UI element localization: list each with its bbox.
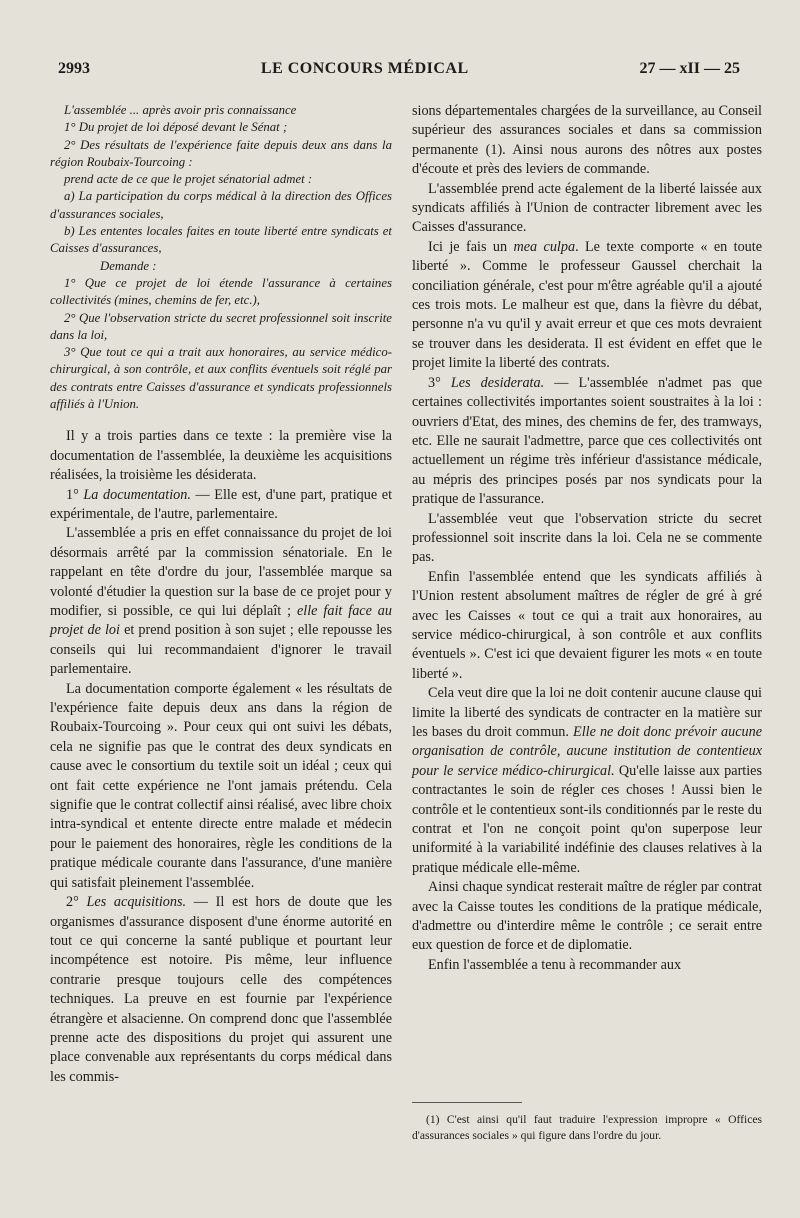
paragraph <box>50 524 392 679</box>
paragraph: sions départementales chargées de la surveillance, au Conseil supérieur des assurances sociales et dans sa commission permanente (1). Ainsi nous aurons des nôtres aux postes d'écoute et près des leviers de commande. <box>412 103 762 178</box>
quote-line: Demande : <box>100 258 157 273</box>
issue-date: 27 — xII — 25 <box>639 60 740 77</box>
paragraph <box>412 684 762 878</box>
paragraph-text: Ici je fais un <box>428 238 514 255</box>
paragraph <box>50 893 392 1087</box>
journal-title: LE CONCOURS MÉDICAL <box>260 60 469 77</box>
section-title: La documentation. <box>83 486 191 503</box>
quote-line: 1° Du projet de loi déposé devant le Sénat ; <box>64 120 288 135</box>
quote-line: 2° Des résultats de l'expérience faite depuis deux ans dans la région Roubaix-Tourcoing : <box>50 137 392 169</box>
paragraph-text: — Elle est, d'une part, pratique et expérimentale, de l'autre, parlementaire. <box>50 486 393 522</box>
resolution-quote <box>50 102 392 413</box>
section-number: 1° <box>66 486 79 503</box>
section-number: 2° <box>66 894 79 911</box>
page-number: 2993 <box>58 60 90 77</box>
quote-line: a) La participation du corps médical à la direction des Offices d'assurances sociales, <box>50 189 392 221</box>
right-column <box>412 102 762 975</box>
paragraph: Enfin l'assemblée entend que les syndicats affiliés à l'Union restent absolument maîtres de régler de gré à gré avec les Caisses « tout ce qui a trait aux honoraires, au service médico-chirurgical, à son contrôle et aux conflits éventuels ». C'est ici que devaient figurer les mots « en toute liberté ». <box>412 568 762 682</box>
paragraph: Enfin l'assemblée a tenu à recommander aux <box>428 956 682 973</box>
paragraph <box>50 486 392 525</box>
quote-line: L'assemblée ... après avoir pris connaissance <box>64 103 297 117</box>
footnote-text: (1) C'est ainsi qu'il faut traduire l'expression impropre « Offices d'assurances sociales » qui figure dans l'ordre du jour. <box>412 1113 762 1142</box>
paragraph <box>412 374 762 510</box>
paragraph-emphasis: elle fait face au projet de loi <box>50 603 392 639</box>
paragraph-text: . Le texte comporte « en toute liberté ». Comme le professeur Gaussel cherchait la conciliation générale, c'est pour m'être agréable qu'il a ajouté ces trois mots. Le malheur est que, dans la fièvre du débat, personne n'a vu qu'il y avait erreur et que ces mots devraient se trouver dans les desiderata. Il est évident en effet que le projet limite la liberté des contrats. <box>412 238 762 372</box>
paragraph: Ainsi chaque syndicat resterait maître de régler par contrat avec la Caisse toutes les conditions de la pratique médicale, d'admettre ou d'interdire même le contrôle ; ce serait entre eux question de force et de diplomatie. <box>412 879 762 954</box>
paragraph: Il y a trois parties dans ce texte : la première vise la documentation de l'assemblée, la deuxième les acquisitions réalisées, la troisième les désiderata. <box>50 428 392 484</box>
left-column <box>50 102 392 1087</box>
quote-line: 3° Que tout ce qui a trait aux honoraires, au service médico-chirurgical, à son contrôle, et aux conflits éventuels soit réglé par des contrats entre Caisses d'assurance et syndicats professionnels affiliés à l'Union. <box>50 345 392 412</box>
paragraph: L'assemblée prend acte également de la liberté laissée aux syndicats affiliés à l'Union de contracter librement avec les Caisses d'assurance. <box>412 180 762 236</box>
running-header <box>58 60 740 78</box>
paragraph-emphasis: mea culpa <box>513 238 576 255</box>
footnote <box>412 1112 762 1143</box>
quote-line: b) Les ententes locales faites en toute liberté entre syndicats et Caisses d'assurances, <box>50 224 392 256</box>
section-number: 3° <box>428 374 441 391</box>
quote-line: prend acte de ce que le projet sénatorial admet : <box>64 172 313 187</box>
paragraph-emphasis: Elle ne doit donc prévoir aucune organisation de contrôle, aucune institution de contentieux pour le service médico-chirurgical. <box>412 724 763 779</box>
paragraph: L'assemblée veut que l'observation stricte du secret professionnel soit inscrite dans la loi. Cela ne se commente pas. <box>412 510 762 566</box>
paragraph-text: et prend position à son sujet ; elle repousse les conseils qui lui recommandaient d'ignorer le travail parlementaire. <box>50 622 393 678</box>
section-title: Les desiderata. <box>450 374 545 391</box>
paragraph-text: L'assemblée a pris en effet connaissance du projet de loi désormais arrêté par la commission sénatoriale. En le rappelant en tête d'ordre du jour, l'assemblée marque sa volonté d'étudier la question sur la base de ce projet pour y modifier, si possible, ce qui lui déplaît ; <box>50 525 392 619</box>
paragraph: La documentation comporte également « les résultats de l'expérience faite depuis deux ans dans la région de Roubaix-Tourcoing ». Pour ceux qui ont suivi les débats, cela ne signifie pas que le contrat des deux syndicats en cause avec le consortium du textile soit un idéal ; ceux qui ont fait cette expérience ne l'ont jamais prétendu. Cela signifie que le contrat collectif ainsi réalisé, avec libre choix intra-syndical et entente directe entre malade et médecin pour le paiement des honoraires, règle les conditions de la pratique médicale courante dans l'assurance, d'une manière qui satisfait pleinement l'assemblée. <box>50 680 392 891</box>
paragraph <box>412 238 762 374</box>
footnote-divider <box>412 1102 522 1103</box>
quote-line: 2° Que l'observation stricte du secret professionnel soit inscrite dans la loi, <box>50 310 392 342</box>
paragraph-text: — Il est hors de doute que les organismes d'assurance disposent d'une énorme autorité en tout ce qui concerne la santé publique et pourtant leur incompétence est notoire. Pis même, leur influence contrarie presque toujours celle des compétences techniques. La preuve en est fournie par l'expérience étrangère et alsacienne. On comprend donc que l'assemblée prenne acte des dispositions du projet qui assurent une place convenable aux représentants du corps médical dans les commis- <box>50 894 393 1085</box>
paragraph-text: Cela veut dire que la loi ne doit contenir aucune clause qui limite la liberté des syndicats de contracter en la matière sur les bases du droit commun. <box>412 685 762 740</box>
quote-line: 1° Que ce projet de loi étende l'assurance à certaines collectivités (mines, chemins de fer, etc.), <box>50 275 392 308</box>
paragraph-text: Qu'elle laisse aux parties contractantes le soin de régler ces choses ! Aussi bien le contrôle et le contentieux sont-ils conditionnés par le reste du contrat et l'on ne conçoit point qu'on superpose leur uniformité à la variabilité indéfinie des clauses relatives à la pratique médicale elle-même. <box>412 762 762 876</box>
paragraph-text: — L'assemblée n'admet pas que certaines collectivités importantes soient soustraites à la loi : ouvriers d'Etat, des mines, des chemins de fer, des tramways, etc. Elle ne saurait l'admettre, parce que ces collectivités ont actuellement un régime très inférieur d'assistance médicale, au mépris des principes posés par nos syndicats pour la pratique de l'assurance. <box>412 374 762 508</box>
section-title: Les acquisitions. <box>86 894 187 911</box>
